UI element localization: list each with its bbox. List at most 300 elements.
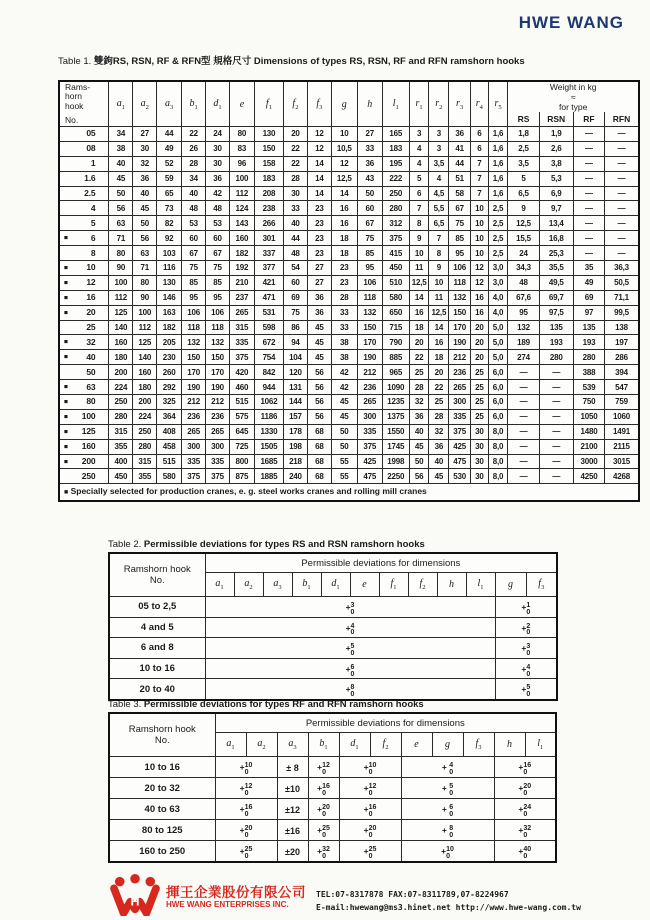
table2-label: Table 2.: [108, 539, 142, 550]
dim-value: 27: [307, 275, 331, 290]
dim-value: 106: [182, 305, 206, 320]
deviation-value: + 6 0: [441, 804, 454, 818]
deviation-value: + 25 0: [363, 846, 377, 860]
deviation-g-f3: [495, 658, 557, 679]
dim-value: 8,0: [488, 454, 508, 469]
dim-value: 34: [182, 171, 206, 186]
weight-value: 99,5: [605, 305, 639, 320]
weight-value: 25,3: [539, 246, 573, 261]
weight-value: 9,7: [539, 201, 573, 216]
dim-value: 355: [133, 469, 157, 484]
dim-value: 23: [331, 261, 357, 276]
dim-value: 335: [206, 454, 230, 469]
dim-value: 48: [283, 246, 307, 261]
dim-value: 56: [409, 469, 429, 484]
t1-row-12: [59, 275, 639, 290]
dim-value: 12,5: [429, 305, 449, 320]
dim-value: 16: [471, 290, 489, 305]
dim-value: 14: [307, 171, 331, 186]
deviation-value: + 16 0: [363, 804, 377, 818]
dim-value: 18: [429, 350, 449, 365]
t1-row-100: [59, 409, 639, 424]
t1-col-g: g: [331, 81, 357, 127]
dim-value: 260: [157, 365, 182, 380]
weight-value: 5,3: [539, 171, 573, 186]
deviation-value: + 25 0: [239, 846, 253, 860]
t2-col-d1: $d_1$: [321, 573, 350, 597]
t2-col-f3: $f_3$: [526, 573, 557, 597]
dim-value: 415: [382, 246, 409, 261]
dim-value: 106: [357, 275, 382, 290]
dim-value: 195: [382, 156, 409, 171]
dim-value: 20: [429, 365, 449, 380]
dim-value: 12: [331, 156, 357, 171]
dim-value: 265: [206, 424, 230, 439]
dim-value: 104: [283, 350, 307, 365]
dim-value: 160: [109, 335, 133, 350]
dim-value: 515: [157, 454, 182, 469]
dim-value: 265: [182, 424, 206, 439]
dim-value: 425: [449, 439, 471, 454]
dim-value: 32: [409, 395, 429, 410]
deviation-cell: [401, 820, 494, 841]
deviation-value: ±20: [285, 847, 300, 857]
special-selection-marker: ■: [64, 458, 68, 466]
dim-value: 38: [331, 350, 357, 365]
deviation-value: + 20 0: [317, 804, 330, 818]
dim-value: 14: [307, 156, 331, 171]
dim-value: 18: [331, 246, 357, 261]
deviation-value: ± 8: [286, 763, 299, 773]
dim-value: 10: [409, 246, 429, 261]
t1-col-r4: $r_4$: [471, 81, 489, 127]
deviation-value: + 3 0: [345, 602, 355, 616]
dim-value: 6,0: [488, 380, 508, 395]
weight-value: 9: [508, 201, 539, 216]
weight-value: 24: [508, 246, 539, 261]
t3-col-a2: $a_2$: [246, 733, 277, 757]
dim-value: 475: [357, 469, 382, 484]
dim-value: 85: [206, 275, 230, 290]
t1-row-4: [59, 201, 639, 216]
dim-value: 50: [331, 439, 357, 454]
dim-value: 40: [109, 156, 133, 171]
dim-value: 8: [409, 216, 429, 231]
deviation-value: + 16 0: [239, 804, 253, 818]
company-names: [166, 886, 306, 909]
dim-value: 12: [471, 275, 489, 290]
dim-value: 41: [449, 141, 471, 156]
weight-value: 1050: [573, 409, 604, 424]
dim-value: 30: [471, 454, 489, 469]
deviation-value: + 10 0: [441, 846, 454, 860]
deviation-value: + 4 0: [521, 663, 531, 678]
dim-value: 192: [229, 261, 254, 276]
dim-value: 170: [449, 320, 471, 335]
t2-col-h: h: [437, 573, 466, 597]
weight-value: 67,6: [508, 290, 539, 305]
weight-value: —: [573, 127, 604, 142]
dim-value: 44: [157, 127, 182, 142]
dim-value: 85: [357, 246, 382, 261]
weight-value: —: [605, 186, 639, 201]
dim-value: 208: [254, 186, 283, 201]
dim-value: 40: [429, 454, 449, 469]
dim-value: 400: [109, 454, 133, 469]
deviation-cell: [277, 778, 308, 799]
hook-range: 20 to 40: [109, 679, 205, 700]
deviation-cell: [277, 799, 308, 820]
t3-col-h: h: [494, 733, 525, 757]
t1-col-a3: $a_3$: [157, 81, 182, 127]
dim-value: 132: [449, 290, 471, 305]
dim-value: 265: [449, 380, 471, 395]
dim-value: 800: [229, 454, 254, 469]
dim-value: 408: [157, 424, 182, 439]
weight-value: 1480: [573, 424, 604, 439]
dim-value: 315: [229, 320, 254, 335]
dim-value: 16: [409, 305, 429, 320]
dim-value: 754: [254, 350, 283, 365]
dim-value: 2,5: [488, 201, 508, 216]
dim-value: 6,5: [429, 216, 449, 231]
weight-value: 193: [573, 335, 604, 350]
dim-value: 32: [429, 424, 449, 439]
dim-value: 118: [206, 320, 230, 335]
dim-value: 69: [283, 290, 307, 305]
dim-value: 1685: [254, 454, 283, 469]
dim-value: 85: [182, 275, 206, 290]
dim-value: 598: [254, 320, 283, 335]
dim-value: 158: [254, 156, 283, 171]
dim-value: 3,0: [488, 275, 508, 290]
deviation-value: + 4 0: [345, 622, 355, 637]
dim-value: 300: [206, 439, 230, 454]
dim-value: 75: [206, 261, 230, 276]
weight-value: —: [573, 156, 604, 171]
dim-value: 130: [254, 127, 283, 142]
t1-row-40: [59, 350, 639, 365]
dim-value: 212: [449, 350, 471, 365]
dim-value: 33: [357, 141, 382, 156]
weight-value: 34,3: [508, 261, 539, 276]
dim-value: 515: [229, 395, 254, 410]
t3-col-a3: $a_3$: [277, 733, 308, 757]
weight-value: 6,5: [508, 186, 539, 201]
hook-no: 50: [59, 365, 109, 380]
dim-value: 44: [449, 156, 471, 171]
dim-value: 250: [109, 395, 133, 410]
hook-no: 250: [59, 469, 109, 484]
deviation-value: + 4 0: [441, 762, 454, 776]
dim-value: 944: [254, 380, 283, 395]
t2-row: [109, 638, 557, 659]
hook-range: 6 and 8: [109, 638, 205, 659]
dim-value: 125: [133, 335, 157, 350]
t2-corner-header: Ramshorn hook No.: [109, 553, 205, 597]
weight-value: —: [539, 424, 573, 439]
dim-value: 531: [254, 305, 283, 320]
deviation-cell: [277, 841, 308, 863]
t3-row: [109, 820, 556, 841]
deviation-g-f3: [495, 617, 557, 638]
hook-range: 20 to 32: [109, 778, 215, 799]
dim-value: 82: [157, 216, 182, 231]
dim-value: 5,0: [488, 320, 508, 335]
dim-value: 140: [109, 320, 133, 335]
weight-value: —: [508, 424, 539, 439]
dim-value: 112: [229, 186, 254, 201]
table2-title-text: Permissible deviations for types RS and RSN ramshorn hooks: [143, 539, 425, 550]
table1-label: Table 1.: [58, 56, 92, 67]
dim-value: 1885: [254, 469, 283, 484]
dim-value: 25: [409, 365, 429, 380]
dim-value: 265: [357, 395, 382, 410]
dim-value: 280: [382, 201, 409, 216]
dim-value: 124: [229, 201, 254, 216]
dim-value: 10: [331, 127, 357, 142]
dim-value: 12,5: [409, 275, 429, 290]
dim-value: 45: [429, 469, 449, 484]
dim-value: 30: [471, 424, 489, 439]
special-selection-marker: ■: [64, 353, 68, 361]
deviation-value: + 6 0: [345, 663, 355, 678]
weight-value: 2115: [605, 439, 639, 454]
table1-title: [58, 53, 525, 67]
dim-value: 222: [382, 171, 409, 186]
dim-value: 67: [357, 216, 382, 231]
dim-value: 650: [382, 305, 409, 320]
dim-value: 33: [331, 320, 357, 335]
deviation-cell: [277, 757, 308, 778]
weight-value: 132: [508, 320, 539, 335]
hook-no: ■ 100: [59, 409, 109, 424]
table2-title: [108, 539, 425, 550]
dim-value: 200: [133, 395, 157, 410]
dim-value: 45: [409, 439, 429, 454]
t2-col-b1: $b_1$: [292, 573, 321, 597]
dim-value: 55: [331, 469, 357, 484]
hook-no: ■ 125: [59, 424, 109, 439]
t1-col-e: e: [229, 81, 254, 127]
deviation-main: [205, 679, 495, 700]
deviation-main: [205, 658, 495, 679]
dim-value: 27: [307, 261, 331, 276]
dim-value: 645: [229, 424, 254, 439]
dim-value: 11: [429, 290, 449, 305]
dim-value: 230: [157, 350, 182, 365]
weight-value: 286: [605, 350, 639, 365]
deviation-value: + 40 0: [518, 846, 532, 860]
weight-value: —: [539, 409, 573, 424]
hook-range: 40 to 63: [109, 799, 215, 820]
t3-col-a1: $a_1$: [215, 733, 246, 757]
weight-value: 48: [508, 275, 539, 290]
t2-group-header: Permissible deviations for dimensions: [205, 553, 557, 573]
dim-value: 150: [206, 350, 230, 365]
t1-row-1.6: [59, 171, 639, 186]
dim-value: 250: [133, 424, 157, 439]
dim-value: 301: [254, 231, 283, 246]
dim-value: 150: [254, 141, 283, 156]
weight-value: 69,7: [539, 290, 573, 305]
dim-value: 150: [357, 320, 382, 335]
t2-col-a3: $a_3$: [263, 573, 292, 597]
weight-value: —: [605, 201, 639, 216]
dim-value: 170: [357, 335, 382, 350]
dim-value: 212: [182, 395, 206, 410]
weight-value: 135: [573, 320, 604, 335]
weight-value: 388: [573, 365, 604, 380]
dim-value: 144: [283, 395, 307, 410]
dim-value: 36: [449, 127, 471, 142]
dim-value: 56: [133, 231, 157, 246]
weight-value: 97: [573, 305, 604, 320]
weight-value: —: [539, 380, 573, 395]
dim-value: 224: [133, 409, 157, 424]
contact-info: [316, 882, 581, 914]
hook-range: 80 to 125: [109, 820, 215, 841]
table2-deviations-rs-rsn: [108, 552, 558, 701]
dim-value: 55: [331, 454, 357, 469]
dim-value: 237: [229, 290, 254, 305]
dim-value: 335: [182, 454, 206, 469]
dim-value: 45: [307, 335, 331, 350]
dim-value: 1,6: [488, 171, 508, 186]
dim-value: 23: [307, 216, 331, 231]
dim-value: 96: [229, 156, 254, 171]
weight-value: 71,1: [605, 290, 639, 305]
dim-value: 182: [157, 320, 182, 335]
t2-col-a2: $a_2$: [234, 573, 263, 597]
dim-value: 24: [206, 127, 230, 142]
special-selection-marker: ■: [64, 294, 68, 302]
dim-value: 14: [331, 186, 357, 201]
weight-value: —: [508, 409, 539, 424]
dim-value: 132: [357, 305, 382, 320]
dim-value: 28: [331, 290, 357, 305]
dim-value: 2,5: [488, 246, 508, 261]
t3-col-f3: $f_3$: [463, 733, 494, 757]
t1-row-25: [59, 320, 639, 335]
dim-value: 10: [429, 275, 449, 290]
dim-value: 280: [133, 439, 157, 454]
dim-value: 80: [109, 246, 133, 261]
dim-value: 22: [283, 156, 307, 171]
dim-value: 375: [229, 350, 254, 365]
dim-value: 68: [307, 424, 331, 439]
dim-value: 27: [133, 127, 157, 142]
dim-value: 71: [133, 261, 157, 276]
dim-value: 965: [382, 365, 409, 380]
dim-value: 375: [382, 231, 409, 246]
dim-value: 20: [471, 335, 489, 350]
deviation-value: + 3 0: [521, 643, 531, 657]
dim-value: 45: [133, 201, 157, 216]
hook-no: 8: [59, 246, 109, 261]
dim-value: 1062: [254, 395, 283, 410]
dim-value: 36: [133, 171, 157, 186]
dim-value: 2,5: [488, 216, 508, 231]
dim-value: 63: [133, 246, 157, 261]
deviation-value: + 2 0: [521, 622, 531, 637]
dim-value: 36: [206, 171, 230, 186]
dim-value: 250: [382, 186, 409, 201]
special-selection-marker: ■: [64, 234, 68, 242]
dim-value: 183: [382, 141, 409, 156]
dim-value: 335: [449, 409, 471, 424]
deviation-g-f3: [495, 679, 557, 700]
dim-value: 425: [357, 454, 382, 469]
dim-value: 106: [206, 305, 230, 320]
dim-value: 40: [133, 186, 157, 201]
weight-value: 1491: [605, 424, 639, 439]
dim-value: 130: [157, 275, 182, 290]
dim-value: 842: [254, 365, 283, 380]
dim-value: 6,0: [488, 409, 508, 424]
weight-value: 36,3: [605, 261, 639, 276]
dim-value: 4,0: [488, 290, 508, 305]
dim-value: 22: [429, 380, 449, 395]
dim-value: 30: [283, 186, 307, 201]
deviation-cell: [339, 841, 401, 863]
dim-value: 157: [283, 409, 307, 424]
dim-value: 14: [409, 290, 429, 305]
weight-value: 4268: [605, 469, 639, 484]
dim-value: 33: [331, 305, 357, 320]
special-selection-marker: ■: [64, 264, 68, 272]
dim-value: 375: [449, 424, 471, 439]
deviation-value: + 20 0: [518, 783, 532, 797]
dim-value: 150: [182, 350, 206, 365]
dim-value: 14: [429, 320, 449, 335]
weight-value: —: [508, 439, 539, 454]
brand-wordmark: HWE WANG: [518, 13, 624, 32]
dim-value: 50: [331, 424, 357, 439]
t1-row-80: [59, 395, 639, 410]
t2-row: [109, 658, 557, 679]
t1-col-h: h: [357, 81, 382, 127]
dim-value: 210: [229, 275, 254, 290]
dim-value: 450: [109, 469, 133, 484]
weight-value: 197: [605, 335, 639, 350]
deviation-cell: [494, 757, 556, 778]
dim-value: 22: [283, 141, 307, 156]
hook-no: ■ 40: [59, 350, 109, 365]
deviation-cell: [308, 778, 339, 799]
deviation-value: + 8 0: [441, 825, 454, 839]
weight-value: 274: [508, 350, 539, 365]
dim-value: 40: [182, 186, 206, 201]
dim-value: 1090: [382, 380, 409, 395]
dim-value: 1,6: [488, 141, 508, 156]
dim-value: 75: [182, 261, 206, 276]
weight-value: 13,4: [539, 216, 573, 231]
dim-value: 7: [429, 231, 449, 246]
dim-value: 106: [449, 261, 471, 276]
deviation-cell: [308, 841, 339, 863]
dim-value: 5,5: [429, 201, 449, 216]
weight-value: —: [539, 395, 573, 410]
dim-value: 4,0: [488, 305, 508, 320]
dim-value: 6: [471, 141, 489, 156]
dim-value: 9: [409, 231, 429, 246]
dim-value: 45: [307, 320, 331, 335]
dim-value: 53: [206, 216, 230, 231]
dim-value: 1,6: [488, 156, 508, 171]
deviation-value: + 20 0: [363, 825, 377, 839]
t1-col-d1: $d_1$: [206, 81, 230, 127]
